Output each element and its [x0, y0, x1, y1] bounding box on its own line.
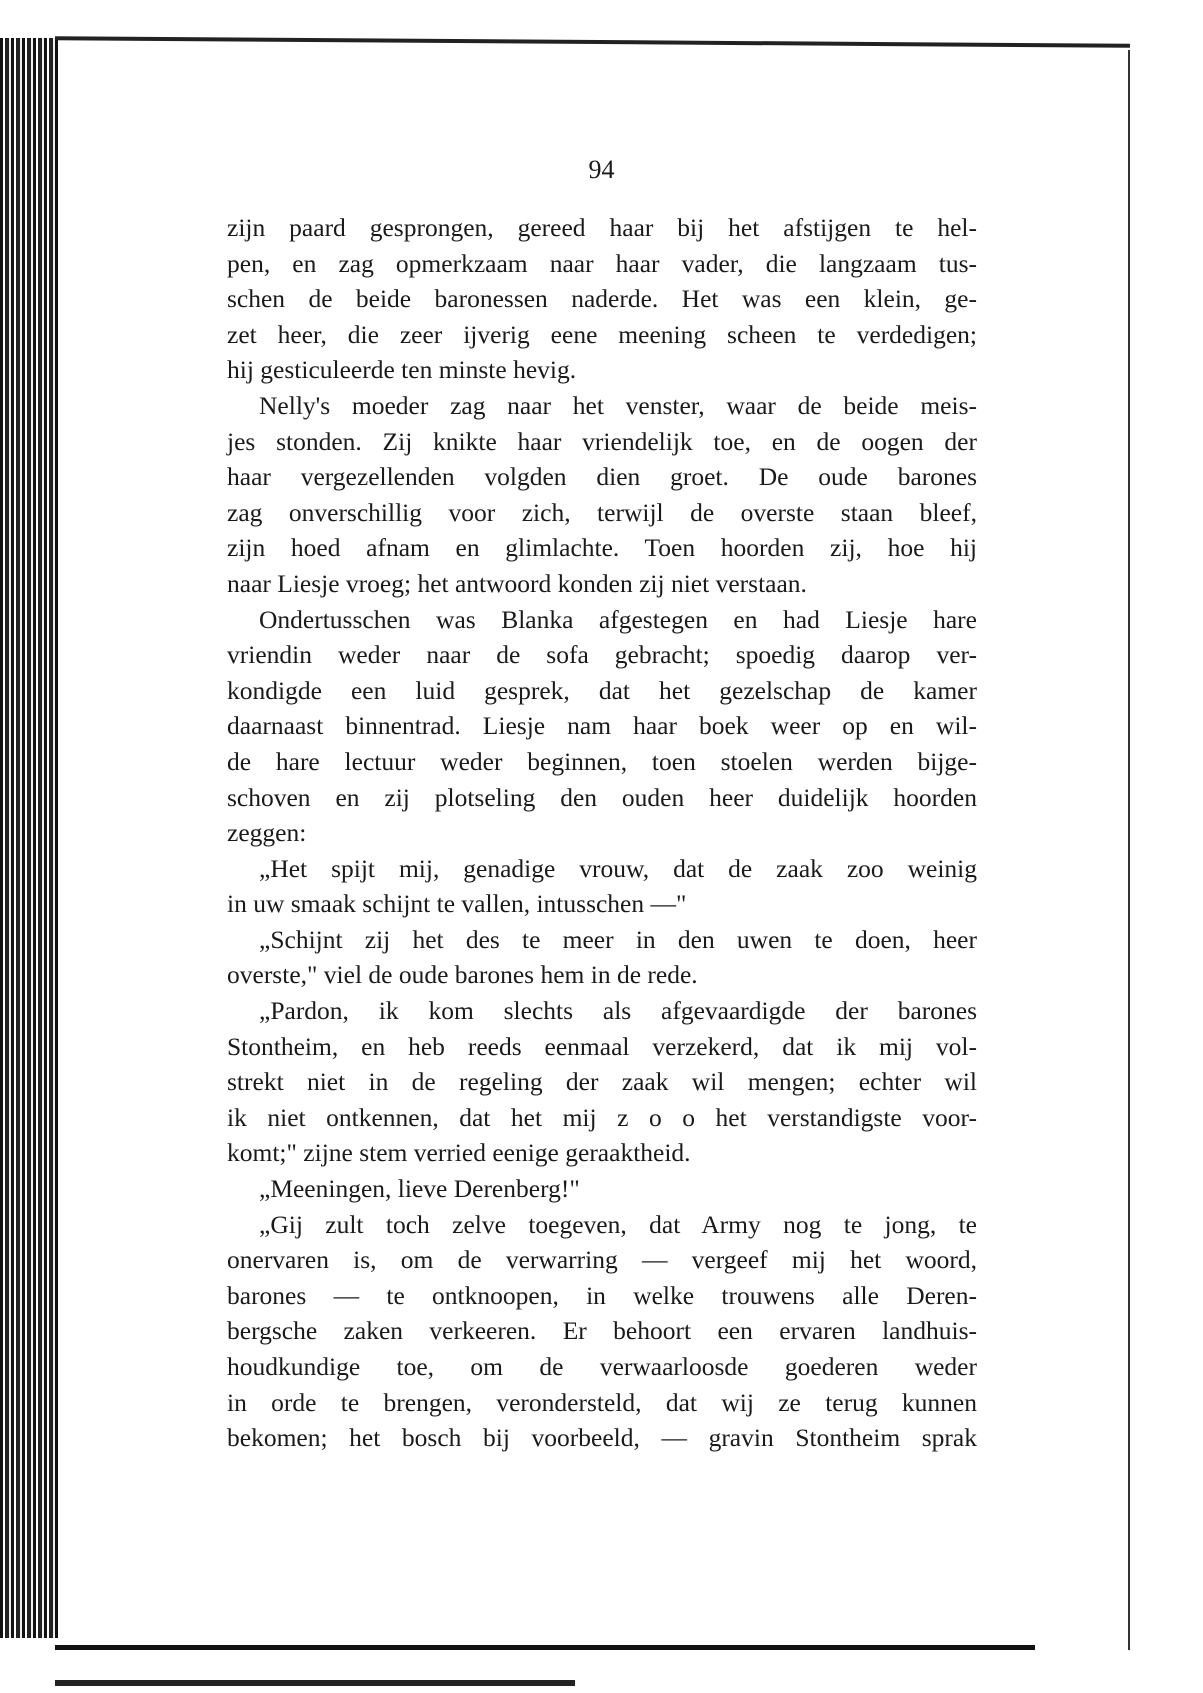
text-line: „Pardon, ik kom slechts als afgevaardigde der barones [259, 996, 977, 1026]
paragraph [227, 1207, 977, 1456]
page-right-edge [1128, 50, 1130, 1650]
text-line: in uw smaak schijnt te vallen, intusschen —" [227, 889, 687, 919]
text-line: zeggen: [227, 818, 307, 848]
text-line: Stontheim, en heb reeds eenmaal verzekerd, dat ik mij vol- [227, 1031, 977, 1061]
text-line: „Het spijt mij, genadige vrouw, dat de zaak zoo weinig [259, 853, 977, 883]
text-line: kondigde een luid gesprek, dat het gezelschap de kamer [227, 675, 977, 705]
text-line: overste," viel de oude barones hem in de rede. [227, 960, 698, 990]
paragraph [227, 210, 977, 388]
text-line: naar Liesje vroeg; het antwoord konden zij niet verstaan. [227, 568, 807, 598]
book-binding-edge [0, 38, 58, 1638]
body-text [227, 210, 977, 1456]
text-line: Ondertusschen was Blanka afgestegen en had Liesje hare [259, 604, 977, 634]
page-bottom-edge [55, 1645, 1035, 1650]
text-line: vriendin weder naar de sofa gebracht; spoedig daarop ver- [227, 640, 977, 670]
text-line: jes stonden. Zij knikte haar vriendelijk toe, en de oogen der [227, 426, 977, 456]
paragraph [227, 993, 977, 1171]
text-line: bergsche zaken verkeeren. Er behoort een ervaren landhuis- [227, 1316, 977, 1346]
text-line: zag onverschillig voor zich, terwijl de overste staan bleef, [227, 497, 977, 527]
text-line: „Schijnt zij het des te meer in den uwen te doen, heer [259, 924, 977, 954]
paragraph [227, 602, 977, 851]
text-line: hij gesticuleerde ten minste hevig. [227, 355, 577, 385]
text-line: pen, en zag opmerkzaam naar haar vader, die langzaam tus- [227, 248, 977, 278]
text-line: schen de beide baronessen naderde. Het was een klein, ge- [227, 284, 977, 314]
paragraph [227, 851, 977, 922]
text-line: barones — te ontknoopen, in welke trouwens alle Deren- [227, 1280, 977, 1310]
text-line: onervaren is, om de verwarring — vergeef mij het woord, [227, 1245, 977, 1275]
page-top-edge [55, 36, 1130, 48]
paragraph [227, 1171, 977, 1207]
text-line: houdkundige toe, om de verwaarloosde goederen weder [227, 1352, 977, 1381]
text-line: ik niet ontkennen, dat het mij z o o het verstandigste voor- [227, 1102, 977, 1132]
paragraph [227, 922, 977, 993]
text-line: in orde te brengen, verondersteld, dat wij ze terug kunnen [227, 1387, 977, 1417]
paragraph [227, 388, 977, 602]
text-line: haar vergezellenden volgden dien groet. De oude barones [227, 462, 977, 492]
text-line: strekt niet in de regeling der zaak wil mengen; echter wil [227, 1067, 977, 1097]
text-line: daarnaast binnentrad. Liesje nam haar boek weer op en wil- [227, 711, 977, 741]
text-line: „Meeningen, lieve Derenberg!" [259, 1174, 580, 1204]
text-line: Nelly's moeder zag naar het venster, waar de beide meis- [259, 390, 977, 420]
text-line: zijn hoed afnam en glimlachte. Toen hoorden zij, hoe hij [227, 533, 977, 563]
text-line: „Gij zult toch zelve toegeven, dat Army nog te jong, te [259, 1209, 977, 1239]
text-line: zijn paard gesprongen, gereed haar bij het afstijgen te hel- [227, 213, 977, 242]
text-line: schoven en zij plotseling den ouden heer duidelijk hoorden [227, 782, 977, 812]
text-line: komt;" zijne stem verried eenige geraaktheid. [227, 1138, 691, 1168]
text-line: de hare lectuur weder beginnen, toen stoelen werden bijge- [227, 746, 977, 776]
text-line: zet heer, die zeer ijverig eene meening scheen te verdedigen; [227, 319, 977, 349]
page-bottom-shadow [55, 1680, 575, 1686]
page-number: 94 [588, 155, 615, 184]
text-line: bekomen; het bosch bij voorbeeld, — gravin Stontheim sprak [227, 1423, 977, 1453]
